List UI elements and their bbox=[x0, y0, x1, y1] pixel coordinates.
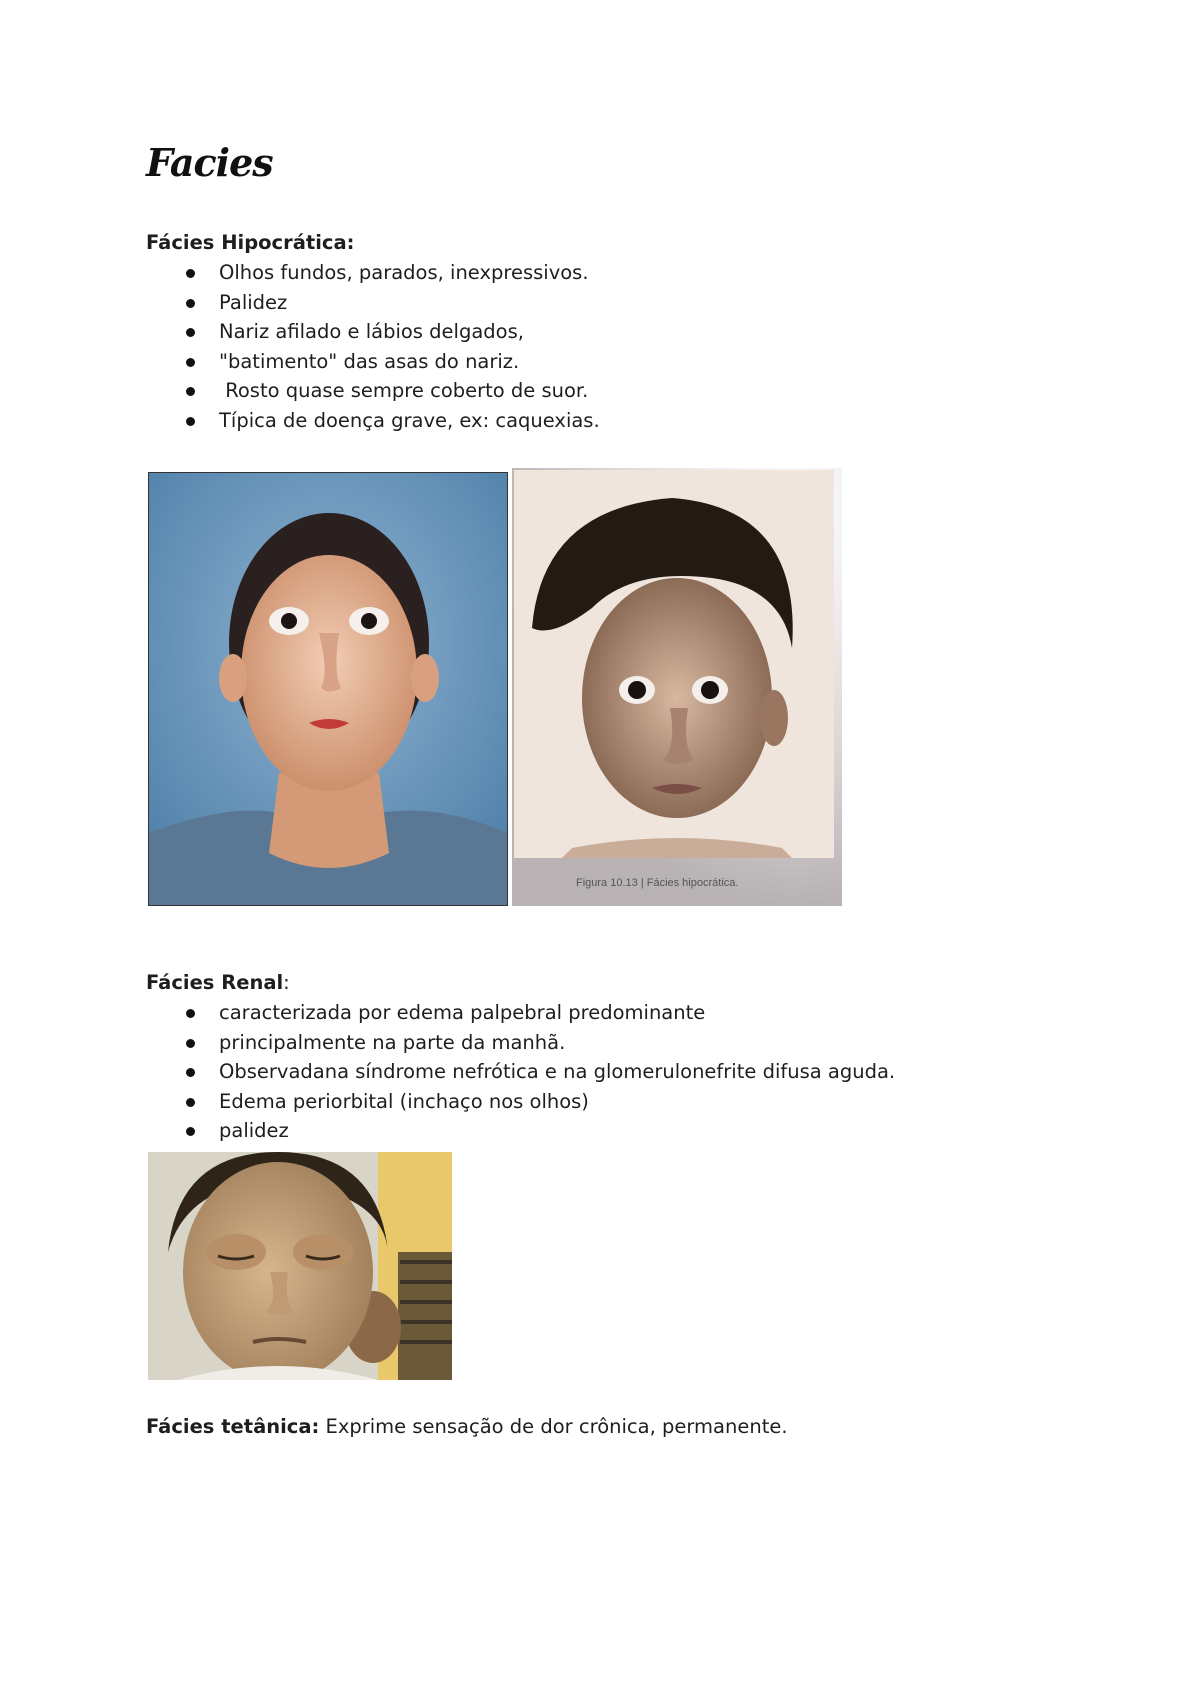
bullet-list-hipocratica bbox=[146, 258, 1126, 436]
bullet-list-renal bbox=[146, 998, 1126, 1146]
heading-suffix: : bbox=[283, 971, 290, 994]
section-tetanica bbox=[146, 1412, 1126, 1442]
list-item: Olhos fundos, parados, inexpressivos. bbox=[146, 258, 1126, 288]
list-item: Palidez bbox=[146, 288, 1126, 318]
section-heading bbox=[146, 968, 1126, 998]
list-item: caracterizada por edema palpebral predominante bbox=[146, 998, 1126, 1028]
section-heading bbox=[146, 1412, 1126, 1442]
list-item: Edema periorbital (inchaço nos olhos) bbox=[146, 1087, 1126, 1117]
photo-renal-child bbox=[148, 1152, 452, 1380]
photo-hipocratica-adult bbox=[148, 472, 508, 906]
page-title: Facies bbox=[146, 140, 273, 185]
list-item: Típica de doença grave, ex: caquexias. bbox=[146, 406, 1126, 436]
list-item: palidez bbox=[146, 1116, 1126, 1146]
heading-tetanica: Fácies tetânica: bbox=[146, 1415, 320, 1438]
section-hipocratica bbox=[146, 228, 1126, 436]
list-item: Nariz afilado e lábios delgados, bbox=[146, 317, 1126, 347]
photo-hipocratica-child bbox=[512, 468, 842, 906]
tetanica-description: Exprime sensação de dor crônica, permanente. bbox=[319, 1415, 788, 1438]
section-renal bbox=[146, 968, 1126, 1146]
list-item: Observadana síndrome nefrótica e na glomerulonefrite difusa aguda. bbox=[146, 1057, 1126, 1087]
heading-renal: Fácies Renal bbox=[146, 971, 284, 994]
list-item: "batimento" das asas do nariz. bbox=[146, 347, 1126, 377]
section-heading bbox=[146, 228, 1126, 258]
list-item: Rosto quase sempre coberto de suor. bbox=[146, 376, 1126, 406]
photo-caption: Figura 10.13 | Fácies hipocrática. bbox=[576, 877, 739, 889]
list-item: principalmente na parte da manhã. bbox=[146, 1028, 1126, 1058]
heading-hipocratica: Fácies Hipocrática: bbox=[146, 231, 355, 254]
